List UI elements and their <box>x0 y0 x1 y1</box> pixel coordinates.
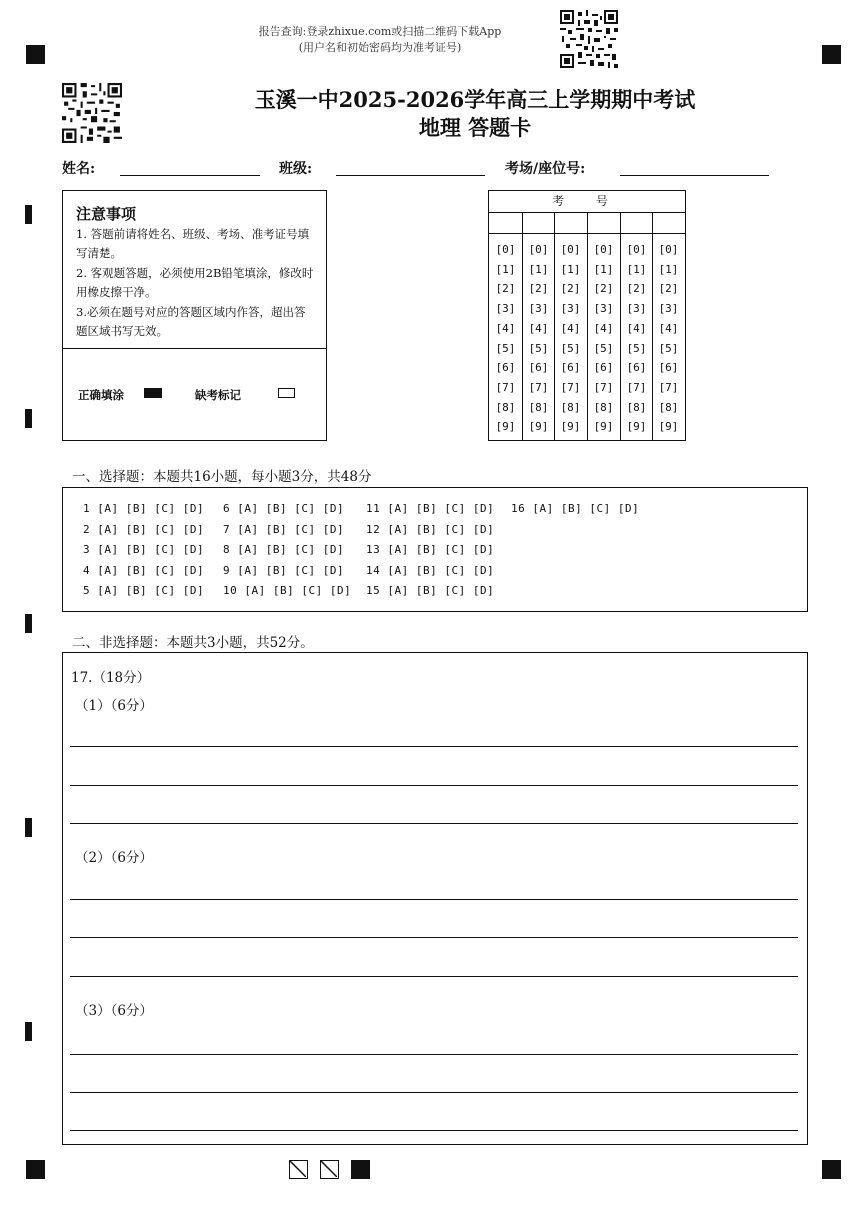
digit-bubble[interactable]: [6] <box>495 361 516 375</box>
digit-bubble[interactable]: [1] <box>593 262 614 276</box>
answer-line[interactable] <box>70 1130 798 1131</box>
digit-bubble[interactable]: [7] <box>593 380 614 394</box>
answer-line[interactable] <box>70 976 798 977</box>
question-part-3: （3）（6分） <box>75 1003 153 1019</box>
crossed-mark <box>320 1160 339 1179</box>
question-part-1: （1）（6分） <box>75 698 153 714</box>
digit-bubble[interactable]: [2] <box>495 282 516 296</box>
answer-line[interactable] <box>70 1092 798 1093</box>
report-query-line1: 报告查询:登录zhixue.com或扫描二维码下载App <box>258 25 502 38</box>
choice-item[interactable]: 9 [A] [B] [C] [D] <box>223 563 345 577</box>
name-field[interactable] <box>120 175 260 176</box>
answer-box <box>62 652 808 1145</box>
notice-box <box>62 190 327 441</box>
answer-line[interactable] <box>70 746 798 747</box>
digit-bubble[interactable]: [1] <box>658 262 679 276</box>
digit-bubble[interactable]: [8] <box>626 400 647 414</box>
report-query-line2: (用户名和初始密码均为准考证号) <box>298 41 462 54</box>
digit-bubble[interactable]: [5] <box>528 341 549 355</box>
choice-item[interactable]: 13 [A] [B] [C] [D] <box>366 543 495 556</box>
report-query-note <box>190 24 570 56</box>
digit-bubble[interactable]: [9] <box>528 420 549 434</box>
digit-bubble[interactable]: [6] <box>593 361 614 375</box>
registration-mark-bottom-right <box>822 1160 841 1179</box>
answer-line[interactable] <box>70 785 798 786</box>
room-seat-field[interactable] <box>620 175 769 176</box>
digit-bubble[interactable]: [0] <box>658 243 679 256</box>
digit-bubble[interactable]: [9] <box>560 420 581 434</box>
choice-item[interactable]: 11 [A] [B] [C] [D] <box>366 502 495 515</box>
name-label: 姓名: <box>62 161 96 177</box>
digit-bubble[interactable]: [6] <box>560 361 581 375</box>
digit-bubble[interactable]: [3] <box>626 302 647 316</box>
choice-item[interactable]: 3 [A] [B] [C] [D] <box>83 543 205 556</box>
digit-bubble[interactable]: [0] <box>495 243 516 256</box>
choice-item[interactable]: 5 [A] [B] [C] [D] <box>83 584 205 597</box>
answer-line[interactable] <box>70 1054 798 1055</box>
choice-item[interactable]: 15 [A] [B] [C] [D] <box>366 584 495 597</box>
notice-item: 3.必须在题号对应的答题区域内作答，超出答题区域书写无效。 <box>76 305 306 338</box>
digit-bubble[interactable]: [5] <box>626 341 647 355</box>
notice-item: 1. 答题前请将姓名、班级、考场、准考证号填写清楚。 <box>76 227 310 260</box>
digit-bubble[interactable]: [2] <box>528 282 549 296</box>
grid-entry-row-divider <box>489 233 685 234</box>
exam-number-header: 考 号 <box>489 191 685 213</box>
digit-bubble[interactable]: [9] <box>626 420 647 434</box>
digit-bubble[interactable]: [3] <box>528 302 549 316</box>
answer-line[interactable] <box>70 899 798 900</box>
digit-bubble[interactable]: [7] <box>495 380 516 394</box>
digit-bubble[interactable]: [4] <box>593 321 614 335</box>
digit-bubble[interactable]: [5] <box>560 341 581 355</box>
choice-item[interactable]: 4 [A] [B] [C] [D] <box>83 563 205 577</box>
digit-bubble[interactable]: [8] <box>495 400 516 414</box>
digit-bubble[interactable]: [4] <box>626 321 647 335</box>
crossed-mark <box>289 1160 308 1179</box>
digit-bubble[interactable]: [1] <box>560 262 581 276</box>
digit-bubble[interactable]: [3] <box>560 302 581 316</box>
digit-bubble[interactable]: [7] <box>626 380 647 394</box>
choice-item[interactable]: 14 [A] [B] [C] [D] <box>366 563 495 577</box>
choice-item[interactable]: 16 [A] [B] [C] [D] <box>511 502 640 515</box>
exam-number-grid <box>488 190 686 441</box>
registration-mark-top-left <box>26 45 45 64</box>
registration-mark-top-right <box>822 45 841 64</box>
digit-bubble[interactable]: [5] <box>593 341 614 355</box>
digit-bubble[interactable]: [3] <box>658 302 679 316</box>
class-label: 班级: <box>279 161 313 177</box>
digit-bubble[interactable]: [3] <box>593 302 614 316</box>
choice-item[interactable]: 8 [A] [B] [C] [D] <box>223 543 345 556</box>
timing-mark <box>25 614 32 633</box>
multiple-choice-box <box>62 487 808 612</box>
exam-title: 玉溪一中2025-2026学年高三上学期期中考试 <box>254 87 696 112</box>
digit-bubble[interactable]: [0] <box>593 243 614 256</box>
digit-bubble[interactable]: [1] <box>495 262 516 276</box>
choice-item[interactable]: 10 [A] [B] [C] [D] <box>223 584 352 597</box>
digit-bubble[interactable]: [8] <box>658 400 679 414</box>
absent-mark-box[interactable] <box>278 388 295 398</box>
question-part-2: （2）（6分） <box>75 850 153 866</box>
digit-bubble[interactable]: [4] <box>495 321 516 335</box>
digit-bubble[interactable]: [7] <box>528 380 549 394</box>
answer-line[interactable] <box>70 937 798 938</box>
correct-fill-label: 正确填涂 <box>78 388 124 402</box>
qr-code-left[interactable] <box>62 83 122 143</box>
choice-item[interactable]: 12 [A] [B] [C] [D] <box>366 522 495 536</box>
timing-mark <box>25 205 32 224</box>
exam-subtitle: 地理 答题卡 <box>418 115 532 140</box>
class-field[interactable] <box>336 175 485 176</box>
digit-bubble[interactable]: [2] <box>658 282 679 296</box>
notice-title: 注意事项 <box>76 205 137 223</box>
digit-bubble[interactable]: [2] <box>593 282 614 296</box>
digit-bubble[interactable]: [8] <box>560 400 581 414</box>
room-seat-label: 考场/座位号: <box>505 161 586 177</box>
choice-item[interactable]: 6 [A] [B] [C] [D] <box>223 502 345 515</box>
absent-mark-label: 缺考标记 <box>195 388 241 402</box>
digit-bubble[interactable]: [8] <box>593 400 614 414</box>
filled-mark <box>351 1160 370 1179</box>
digit-bubble[interactable]: [6] <box>528 361 549 375</box>
digit-bubble[interactable]: [7] <box>658 380 679 394</box>
digit-bubble[interactable]: [4] <box>658 321 679 335</box>
digit-bubble[interactable]: [9] <box>495 420 516 434</box>
choice-item[interactable]: 2 [A] [B] [C] [D] <box>83 522 205 536</box>
digit-bubble[interactable]: [1] <box>626 262 647 276</box>
digit-bubble[interactable]: [8] <box>528 400 549 414</box>
digit-bubble[interactable]: [9] <box>593 420 614 434</box>
digit-bubble[interactable]: [4] <box>560 321 581 335</box>
section1-title: 一、选择题：本题共16小题，每小题3分，共48分 <box>72 469 372 485</box>
choice-item[interactable]: 1 [A] [B] [C] [D] <box>83 502 205 515</box>
digit-bubble[interactable]: [0] <box>528 243 549 256</box>
digit-bubble[interactable]: [5] <box>495 341 516 355</box>
digit-bubble[interactable]: [1] <box>528 262 549 276</box>
digit-bubble[interactable]: [2] <box>560 282 581 296</box>
timing-mark <box>25 409 32 428</box>
digit-bubble[interactable]: [9] <box>658 420 679 434</box>
digit-bubble[interactable]: [6] <box>658 361 679 375</box>
qr-code-top[interactable] <box>560 10 618 68</box>
correct-fill-sample <box>144 388 162 398</box>
digit-bubble[interactable]: [0] <box>626 243 647 256</box>
section2-title: 二、非选择题：本题共3小题，共52分。 <box>72 635 314 651</box>
timing-mark <box>25 818 32 837</box>
digit-bubble[interactable]: [6] <box>626 361 647 375</box>
registration-mark-bottom-left <box>26 1160 45 1179</box>
digit-bubble[interactable]: [3] <box>495 302 516 316</box>
timing-mark <box>25 1022 32 1041</box>
question-17-title: 17.（18分） <box>71 670 151 686</box>
digit-bubble[interactable]: [4] <box>528 321 549 335</box>
digit-bubble[interactable]: [0] <box>560 243 581 256</box>
digit-bubble[interactable]: [7] <box>560 380 581 394</box>
answer-line[interactable] <box>70 823 798 824</box>
choice-item[interactable]: 7 [A] [B] [C] [D] <box>223 522 345 536</box>
notice-item: 2. 客观题答题，必须使用2B铅笔填涂，修改时用橡皮擦干净。 <box>76 266 314 299</box>
digit-bubble[interactable]: [2] <box>626 282 647 296</box>
digit-bubble[interactable]: [5] <box>658 341 679 355</box>
notice-divider <box>63 348 326 349</box>
